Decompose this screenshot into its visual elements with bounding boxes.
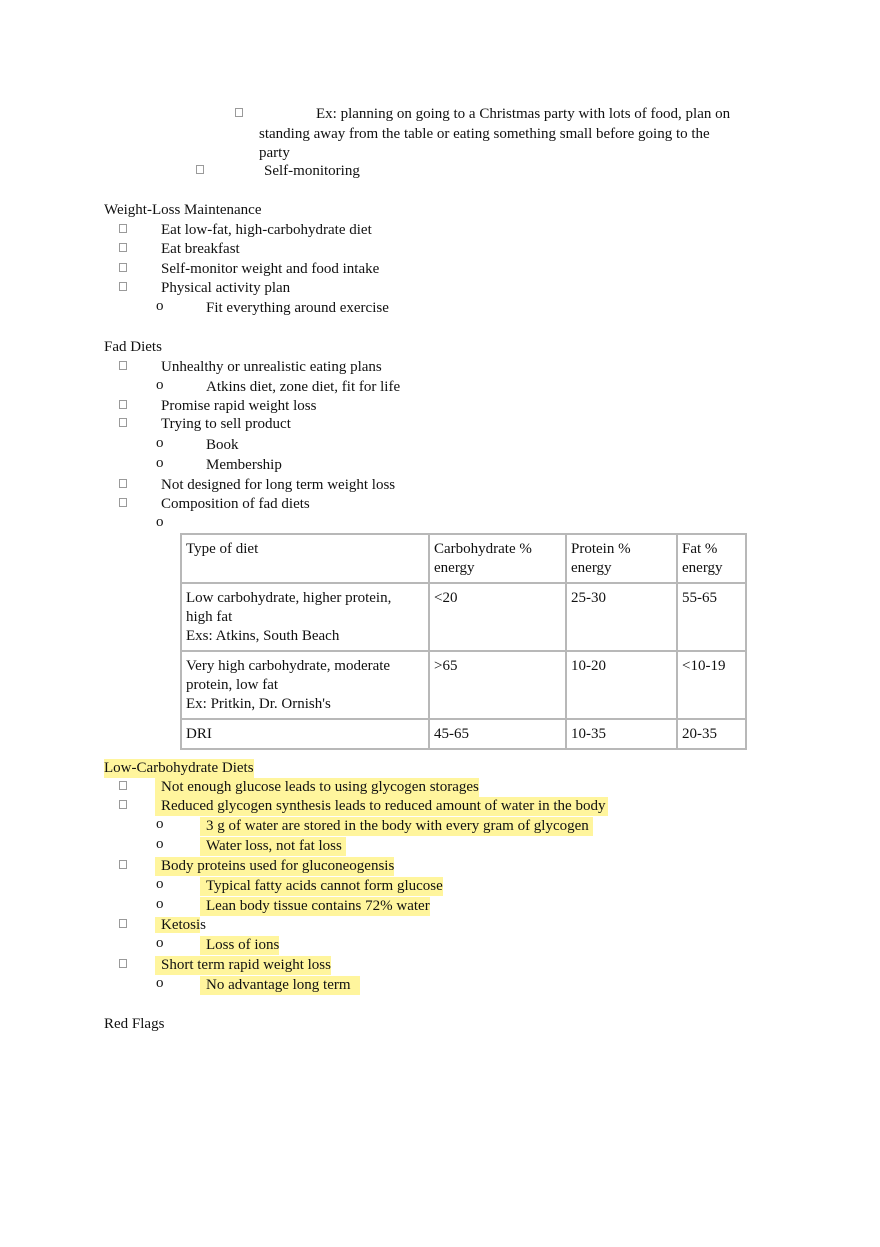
bullet-icon	[196, 165, 204, 174]
weight-loss-item-4: Physical activity plan	[161, 280, 291, 296]
table-cell	[181, 583, 429, 651]
table-cell: 20-35	[677, 719, 746, 749]
diet-composition-table	[180, 533, 747, 750]
fad-diets-item-1: Unhealthy or unrealistic eating plans	[161, 359, 382, 375]
diet-type-line: protein, low fat	[186, 677, 279, 693]
sub-bullet-marker: o	[156, 455, 164, 471]
table-cell: 10-35	[566, 719, 677, 749]
sub-bullet-marker: o	[156, 816, 164, 832]
sub-bullet-marker: o	[156, 298, 164, 314]
low-carb-item-3-sub-1: Typical fatty acids cannot form glucose	[200, 877, 443, 896]
fad-diets-item-3: Trying to sell product	[161, 416, 291, 432]
bullet-icon	[119, 498, 127, 507]
sub-bullet-marker: o	[156, 377, 164, 393]
table-cell: >65	[429, 651, 566, 719]
bullet-icon	[119, 860, 127, 869]
table-cell: <20	[429, 583, 566, 651]
table-row	[181, 651, 746, 719]
table-cell	[181, 651, 429, 719]
diet-type-line: high fat	[186, 609, 233, 625]
bullet-icon	[235, 108, 243, 117]
fad-diets-item-2: Promise rapid weight loss	[161, 398, 317, 414]
bullet-icon	[119, 400, 127, 409]
low-carb-item-4-rest: s	[200, 917, 207, 933]
bullet-icon	[119, 224, 127, 233]
table-header-cell: Type of diet	[181, 534, 429, 583]
sub-bullet-marker: o	[156, 514, 164, 530]
bullet-icon	[119, 781, 127, 790]
sub-bullet-marker: o	[156, 836, 164, 852]
sub-bullet-marker: o	[156, 435, 164, 451]
bullet-icon	[119, 282, 127, 291]
diet-type-examples: Exs: Atkins, South Beach	[186, 628, 340, 644]
bullet-icon	[119, 800, 127, 809]
table-row	[181, 719, 746, 749]
diet-type-line: Very high carbohydrate, moderate	[186, 658, 391, 674]
weight-loss-item-3: Self-monitor weight and food intake	[161, 261, 380, 277]
table-cell: DRI	[181, 719, 429, 749]
example-line-3: party	[259, 145, 290, 161]
low-carb-item-2-sub-2: Water loss, not fat loss	[200, 837, 346, 856]
weight-loss-sub-item: Fit everything around exercise	[206, 300, 389, 316]
bullet-icon	[119, 263, 127, 272]
diet-type-line: Low carbohydrate, higher protein,	[186, 590, 392, 606]
sub-bullet-marker: o	[156, 975, 164, 991]
bullet-icon	[119, 919, 127, 928]
table-row	[181, 583, 746, 651]
red-flags-heading: Red Flags	[104, 1016, 165, 1032]
low-carb-item-1: Not enough glucose leads to using glycogen storages	[155, 778, 479, 797]
bullet-icon	[119, 361, 127, 370]
diet-type-examples: Ex: Pritkin, Dr. Ornish's	[186, 696, 331, 712]
weight-loss-item-2: Eat breakfast	[161, 241, 240, 257]
low-carb-item-5: Short term rapid weight loss	[155, 956, 331, 975]
sub-bullet-marker: o	[156, 876, 164, 892]
fad-diets-item-4: Not designed for long term weight loss	[161, 477, 396, 493]
low-carb-item-2-sub-1: 3 g of water are stored in the body with every gram of glycogen	[200, 817, 593, 836]
weight-loss-heading: Weight-Loss Maintenance	[104, 202, 262, 218]
table-header-cell: Protein % energy	[566, 534, 677, 583]
low-carb-item-4-highlighted: Ketosi	[155, 917, 200, 933]
table-cell: 45-65	[429, 719, 566, 749]
table-header-row	[181, 534, 746, 583]
weight-loss-item-1: Eat low-fat, high-carbohydrate diet	[161, 222, 372, 238]
bullet-icon	[119, 418, 127, 427]
low-carb-item-3-sub-2: Lean body tissue contains 72% water	[200, 897, 430, 916]
example-line-2: standing away from the table or eating something small before going to the	[259, 126, 710, 142]
bullet-icon	[119, 243, 127, 252]
low-carb-item-3: Body proteins used for gluconeogensis	[155, 857, 394, 876]
fad-diets-item-3-sub-2: Membership	[206, 457, 282, 473]
sub-bullet-marker: o	[156, 896, 164, 912]
table-cell: <10-19	[677, 651, 746, 719]
table-header-cell: Fat % energy	[677, 534, 746, 583]
example-line-1: Ex: planning on going to a Christmas party with lots of food, plan on	[316, 106, 731, 122]
fad-diets-heading: Fad Diets	[104, 339, 162, 355]
table-header-cell: Carbohydrate % energy	[429, 534, 566, 583]
self-monitoring-item: Self-monitoring	[264, 163, 360, 179]
low-carb-item-5-sub: No advantage long term	[200, 976, 360, 995]
low-carb-item-4-sub: Loss of ions	[200, 936, 279, 955]
table-cell: 10-20	[566, 651, 677, 719]
fad-diets-item-5: Composition of fad diets	[161, 496, 310, 512]
low-carb-heading: Low-Carbohydrate Diets	[104, 760, 254, 776]
low-carb-item-4	[155, 916, 206, 935]
low-carb-item-2: Reduced glycogen synthesis leads to reduced amount of water in the body	[155, 797, 608, 816]
fad-diets-item-3-sub-1: Book	[206, 437, 239, 453]
table-cell: 25-30	[566, 583, 677, 651]
fad-diets-item-1-sub: Atkins diet, zone diet, fit for life	[206, 379, 401, 395]
table-cell: 55-65	[677, 583, 746, 651]
bullet-icon	[119, 479, 127, 488]
bullet-icon	[119, 959, 127, 968]
sub-bullet-marker: o	[156, 935, 164, 951]
